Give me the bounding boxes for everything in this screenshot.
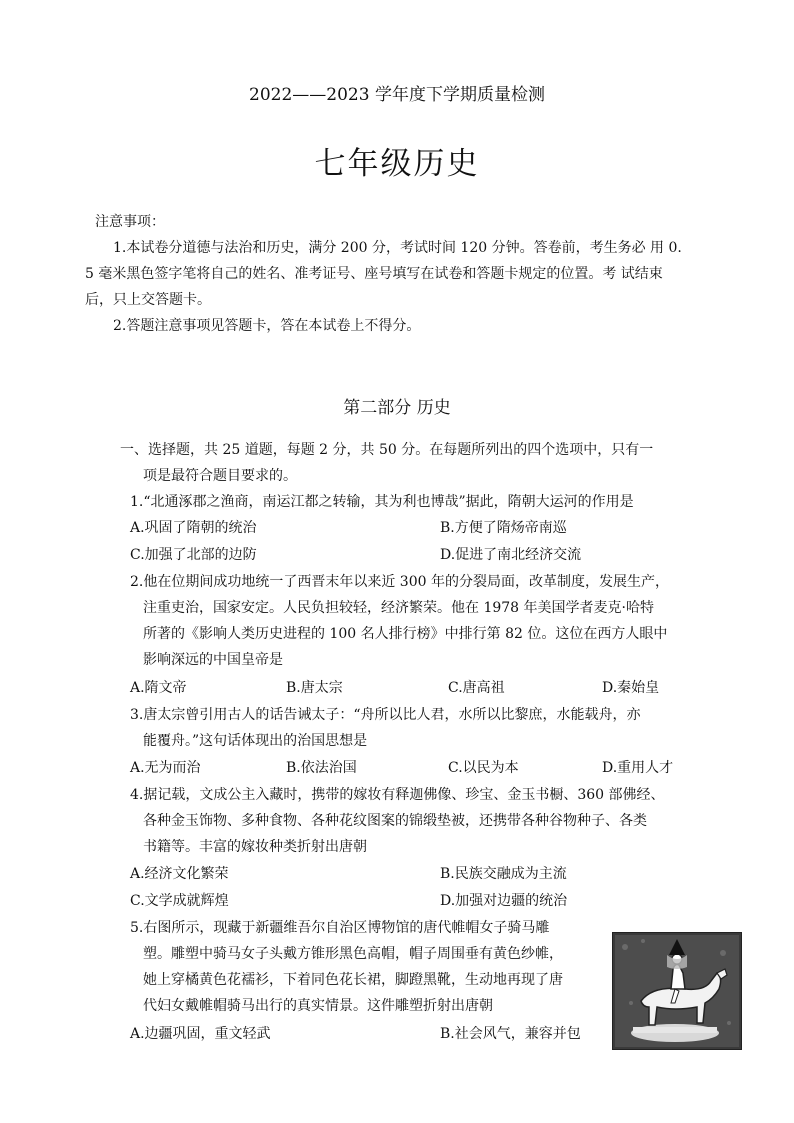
question-4-option-b[interactable]: B.民族交融成为主流 <box>440 866 567 882</box>
notice-line-2: 5 毫米黑色签字笔将自己的姓名、准考证号、座号填写在试卷和答题卡规定的位置。考 试结束 <box>85 266 663 282</box>
question-4-option-a[interactable]: A.经济文化繁荣 <box>130 866 229 882</box>
question-2-option-b[interactable]: B.唐太宗 <box>286 680 343 696</box>
question-1-option-b[interactable]: B.方便了隋炀帝南巡 <box>440 520 567 536</box>
question-3-line-1: 3.唐太宗曾引用古人的话告诫太子：“舟所以比人君，水所以比黎庶，水能载舟，亦 <box>130 707 641 723</box>
notice-line-3: 后，只上交答题卡。 <box>85 292 211 308</box>
section-instruction-1: 一、选择题，共 25 道题，每题 2 分，共 50 分。在每题所列出的四个选项中，只有一 <box>120 442 654 458</box>
question-4-line-3: 书籍等。丰富的嫁妆种类折射出唐朝 <box>143 839 367 855</box>
question-3-line-2: 能覆舟。”这句话体现出的治国思想是 <box>143 733 368 749</box>
question-5-line-2: 塑。雕塑中骑马女子头戴方锥形黑色高帽，帽子周围垂有黄色纱帷， <box>143 946 563 962</box>
question-1-line-1: 1.“北通涿郡之渔商，南运江都之转输，其为利也博哉”据此，隋朝大运河的作用是 <box>130 494 634 510</box>
notice-line-4: 2.答题注意事项见答题卡，答在本试卷上不得分。 <box>113 318 421 334</box>
section-title: 第二部分 历史 <box>343 398 451 418</box>
section-instruction-2: 项是最符合题目要求的。 <box>143 468 297 484</box>
question-2-option-c[interactable]: C.唐高祖 <box>448 680 505 696</box>
question-1-option-c[interactable]: C.加强了北部的边防 <box>130 547 257 563</box>
question-5-line-3: 她上穿橘黄色花襦衫，下着同色花长裙，脚蹬黑靴，生动地再现了唐 <box>143 972 563 988</box>
question-2-line-3: 所著的《影响人类历史进程的 100 名人排行榜》中排行第 82 位。这位在西方人眼中 <box>143 626 668 642</box>
question-3-option-c[interactable]: C.以民为本 <box>448 760 519 776</box>
question-2-option-d[interactable]: D.秦始皇 <box>602 680 660 696</box>
question-2-line-2: 注重吏治，国家安定。人民负担较轻，经济繁荣。他在 1978 年美国学者麦克·哈特 <box>143 600 654 616</box>
notice-line-1: 1.本试卷分道德与法治和历史，满分 200 分，考试时间 120 分钟。答卷前，考生务必 用 0. <box>113 240 682 256</box>
exam-title: 七年级历史 <box>314 146 480 182</box>
question-2-line-1: 2.他在位期间成功地统一了西晋末年以来近 300 年的分裂局面，改革制度，发展生产， <box>130 574 669 590</box>
tang-horse-rider-figure-icon <box>612 932 742 1050</box>
notice-heading: 注意事项： <box>95 214 165 230</box>
question-1-option-a[interactable]: A.巩固了隋朝的统治 <box>130 520 257 536</box>
question-3-option-b[interactable]: B.依法治国 <box>286 760 357 776</box>
question-5-option-b[interactable]: B.社会风气，兼容并包 <box>440 1026 581 1042</box>
question-3-option-d[interactable]: D.重用人才 <box>602 760 674 776</box>
question-2-line-4: 影响深远的中国皇帝是 <box>143 652 283 668</box>
question-1-option-d[interactable]: D.促进了南北经济交流 <box>440 547 582 563</box>
question-2-option-a[interactable]: A.隋文帝 <box>130 680 187 696</box>
question-4-line-2: 各种金玉饰物、多种食物、各种花纹图案的锦缎垫被，还携带各种谷物种子、各类 <box>143 813 647 829</box>
question-4-line-1: 4.据记载，文成公主入藏时，携带的嫁妆有释迦佛像、珍宝、金玉书橱、360 部佛经、 <box>130 787 665 803</box>
question-3-option-a[interactable]: A.无为而治 <box>130 760 201 776</box>
question-5-line-4: 代妇女戴帷帽骑马出行的真实情景。这件雕塑折射出唐朝 <box>143 998 493 1014</box>
question-5-option-a[interactable]: A.边疆巩固，重文轻武 <box>130 1026 271 1042</box>
exam-year-line: 2022——2023 学年度下学期质量检测 <box>249 85 545 105</box>
question-4-option-c[interactable]: C.文学成就辉煌 <box>130 893 229 909</box>
question-4-option-d[interactable]: D.加强对边疆的统治 <box>440 893 568 909</box>
question-5-line-1: 5.右图所示，现藏于新疆维吾尔自治区博物馆的唐代帷帽女子骑马雕 <box>130 920 550 936</box>
